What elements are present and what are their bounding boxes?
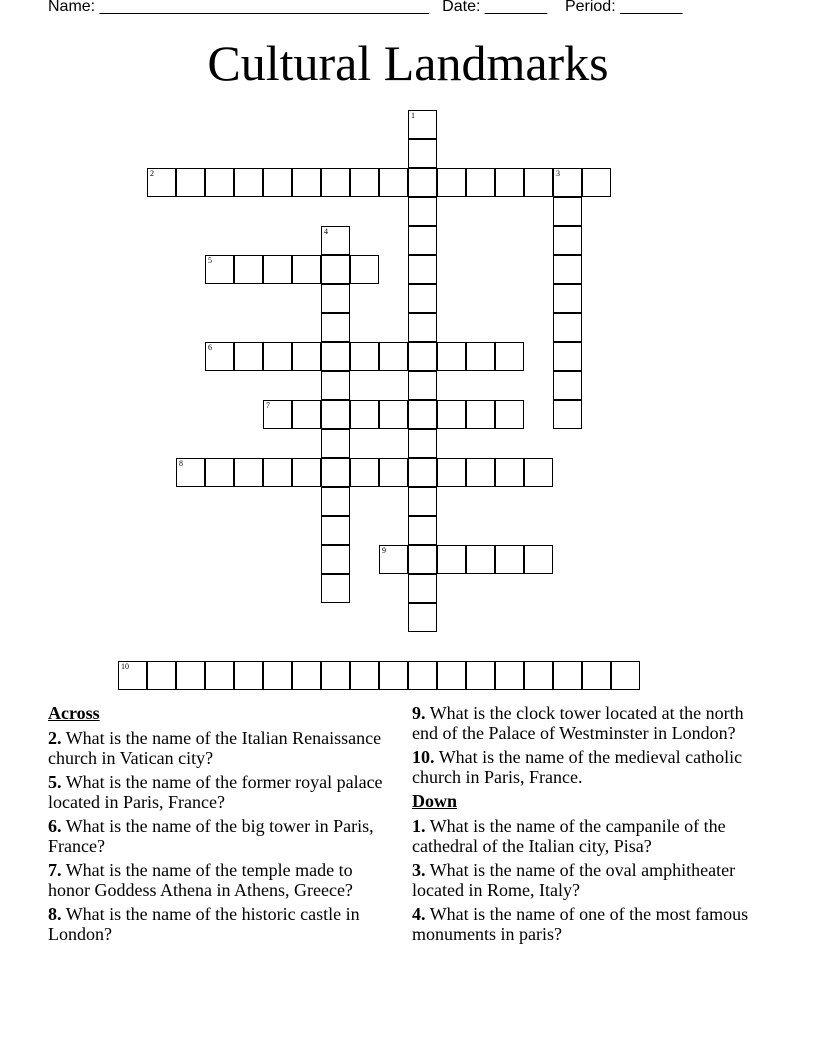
crossword-cell[interactable] <box>611 661 640 690</box>
crossword-cell[interactable] <box>466 168 495 197</box>
crossword-cell[interactable] <box>263 255 292 284</box>
crossword-cell[interactable] <box>321 516 350 545</box>
date-label: Date: <box>442 0 481 15</box>
crossword-cell[interactable] <box>350 458 379 487</box>
crossword-cell[interactable] <box>553 400 582 429</box>
crossword-cell[interactable] <box>408 487 437 516</box>
clue-across-10: 10. What is the name of the medieval catholic church in Paris, France. <box>412 747 743 787</box>
cell-number: 6 <box>208 343 212 352</box>
clue-across-9: 9. What is the clock tower located at the north end of the Palace of Westminster in London? <box>412 703 744 743</box>
crossword-cell[interactable] <box>495 661 524 690</box>
down-heading: Down <box>412 791 458 811</box>
crossword-cell[interactable] <box>350 400 379 429</box>
clues-right-column <box>412 703 772 948</box>
crossword-cell[interactable] <box>408 284 437 313</box>
crossword-cell[interactable] <box>553 342 582 371</box>
crossword-cell[interactable] <box>466 342 495 371</box>
crossword-cell[interactable] <box>350 342 379 371</box>
crossword-cell[interactable] <box>234 342 263 371</box>
crossword-cell[interactable] <box>176 168 205 197</box>
clue-down-3: 3. What is the name of the oval amphitheater located in Rome, Italy? <box>412 860 736 900</box>
crossword-cell[interactable] <box>205 661 234 690</box>
crossword-cell[interactable] <box>234 458 263 487</box>
crossword-cell[interactable] <box>205 342 234 371</box>
crossword-cell[interactable] <box>495 545 524 574</box>
cell-number: 4 <box>324 227 328 236</box>
crossword-cell[interactable] <box>321 226 350 255</box>
crossword-cell[interactable] <box>524 458 553 487</box>
crossword-cell[interactable] <box>437 168 466 197</box>
crossword-cell[interactable] <box>321 574 350 603</box>
period-label: Period: <box>564 0 616 15</box>
cell-number: 1 <box>411 111 415 120</box>
crossword-cell[interactable] <box>408 226 437 255</box>
crossword-cell[interactable] <box>263 458 292 487</box>
crossword-cell[interactable] <box>234 661 263 690</box>
crossword-cell[interactable] <box>408 458 437 487</box>
cell-number: 2 <box>150 169 154 178</box>
crossword-cell[interactable] <box>321 487 350 516</box>
crossword-cell[interactable] <box>321 313 350 342</box>
crossword-cell[interactable] <box>466 545 495 574</box>
crossword-cell[interactable] <box>263 400 292 429</box>
clue-across-6: 6. What is the name of the big tower in Paris, France? <box>48 816 374 856</box>
crossword-cell[interactable] <box>321 400 350 429</box>
crossword-cell[interactable] <box>234 255 263 284</box>
crossword-cell[interactable] <box>292 661 321 690</box>
cell-number: 3 <box>556 169 560 178</box>
crossword-cell[interactable] <box>321 255 350 284</box>
crossword-cell[interactable] <box>118 661 147 690</box>
cell-number: 9 <box>382 546 386 555</box>
crossword-cell[interactable] <box>321 342 350 371</box>
crossword-cell[interactable] <box>466 400 495 429</box>
crossword-cell[interactable] <box>408 516 437 545</box>
crossword-cell[interactable] <box>408 255 437 284</box>
crossword-cell[interactable] <box>379 545 408 574</box>
crossword-cell[interactable] <box>553 313 582 342</box>
cell-number: 5 <box>208 256 212 265</box>
crossword-cell[interactable] <box>437 400 466 429</box>
clue-down-1: 1. What is the name of the campanile of the cathedral of the Italian city, Pisa? <box>412 816 726 856</box>
crossword-cell[interactable] <box>147 661 176 690</box>
period-blank[interactable]: _______ <box>620 0 683 15</box>
crossword-cell[interactable] <box>524 545 553 574</box>
page-title: Cultural Landmarks <box>207 35 609 91</box>
clues-left-column <box>48 703 398 948</box>
crossword-cell[interactable] <box>495 168 524 197</box>
crossword-cell[interactable] <box>263 342 292 371</box>
crossword-cell[interactable] <box>379 458 408 487</box>
date-blank[interactable]: _______ <box>484 0 548 15</box>
crossword-cell[interactable] <box>553 197 582 226</box>
crossword-cell[interactable] <box>582 168 611 197</box>
crossword-cell[interactable] <box>408 342 437 371</box>
crossword-cell[interactable] <box>263 661 292 690</box>
crossword-cell[interactable] <box>408 400 437 429</box>
crossword-cell[interactable] <box>292 255 321 284</box>
clue-across-8: 8. What is the name of the historic castle in London? <box>48 904 360 944</box>
crossword-cell[interactable] <box>379 661 408 690</box>
crossword-cell[interactable] <box>408 603 437 632</box>
crossword-cell[interactable] <box>437 342 466 371</box>
across-heading: Across <box>48 703 100 723</box>
crossword-cell[interactable] <box>408 429 437 458</box>
crossword-cell[interactable] <box>437 545 466 574</box>
crossword-cell[interactable] <box>321 545 350 574</box>
crossword-cell[interactable] <box>408 139 437 168</box>
crossword-cell[interactable] <box>147 168 176 197</box>
cell-number: 10 <box>121 662 129 671</box>
cell-number: 7 <box>266 401 270 410</box>
crossword-cell[interactable] <box>321 371 350 400</box>
crossword-cell[interactable] <box>379 342 408 371</box>
crossword-cell[interactable] <box>292 342 321 371</box>
crossword-cell[interactable] <box>437 458 466 487</box>
crossword-cell[interactable] <box>495 458 524 487</box>
crossword-cell[interactable] <box>350 255 379 284</box>
crossword-cell[interactable] <box>205 168 234 197</box>
crossword-cell[interactable] <box>495 342 524 371</box>
crossword-cell[interactable] <box>379 400 408 429</box>
crossword-cell[interactable] <box>321 168 350 197</box>
crossword-cell[interactable] <box>205 255 234 284</box>
crossword-cell[interactable] <box>292 458 321 487</box>
crossword-cell[interactable] <box>350 661 379 690</box>
crossword-cell[interactable] <box>553 371 582 400</box>
crossword-cell[interactable] <box>553 168 582 197</box>
crossword-cell[interactable] <box>466 661 495 690</box>
crossword-cell[interactable] <box>292 400 321 429</box>
crossword-cell[interactable] <box>553 255 582 284</box>
crossword-cell[interactable] <box>350 168 379 197</box>
crossword-cell[interactable] <box>408 574 437 603</box>
crossword-cell[interactable] <box>321 458 350 487</box>
crossword-cell[interactable] <box>321 661 350 690</box>
crossword-cell[interactable] <box>292 168 321 197</box>
crossword-cell[interactable] <box>582 661 611 690</box>
crossword-cell[interactable] <box>553 661 582 690</box>
crossword-cell[interactable] <box>495 400 524 429</box>
crossword-cell[interactable] <box>553 226 582 255</box>
name-label: Name: <box>48 0 96 15</box>
crossword-cell[interactable] <box>524 661 553 690</box>
crossword-cell[interactable] <box>321 284 350 313</box>
crossword-cell[interactable] <box>234 168 263 197</box>
crossword-cell[interactable] <box>408 110 437 139</box>
crossword-cell[interactable] <box>176 661 205 690</box>
crossword-cell[interactable] <box>437 661 466 690</box>
name-blank[interactable]: _____________________________________ <box>99 0 429 15</box>
crossword-cell[interactable] <box>408 197 437 226</box>
crossword-cell[interactable] <box>408 661 437 690</box>
cell-number: 8 <box>179 459 183 468</box>
crossword-cell[interactable] <box>408 313 437 342</box>
clue-down-4: 4. What is the name of one of the most famous monuments in paris? <box>412 904 749 944</box>
crossword-cell[interactable] <box>466 458 495 487</box>
crossword-cell[interactable] <box>379 168 408 197</box>
clue-across-7: 7. What is the name of the temple made to honor Goddess Athena in Athens, Greece? <box>48 860 353 900</box>
clue-across-2: 2. What is the name of the Italian Renaissance church in Vatican city? <box>48 728 382 768</box>
crossword-cell[interactable] <box>176 458 205 487</box>
crossword-cell[interactable] <box>408 545 437 574</box>
crossword-cell[interactable] <box>263 168 292 197</box>
crossword-cell[interactable] <box>408 168 437 197</box>
clue-across-5: 5. What is the name of the former royal palace located in Paris, France? <box>48 772 383 812</box>
crossword-cell[interactable] <box>205 458 234 487</box>
crossword-cell[interactable] <box>524 168 553 197</box>
crossword-cell[interactable] <box>321 429 350 458</box>
crossword-cell[interactable] <box>408 371 437 400</box>
crossword-cell[interactable] <box>553 284 582 313</box>
